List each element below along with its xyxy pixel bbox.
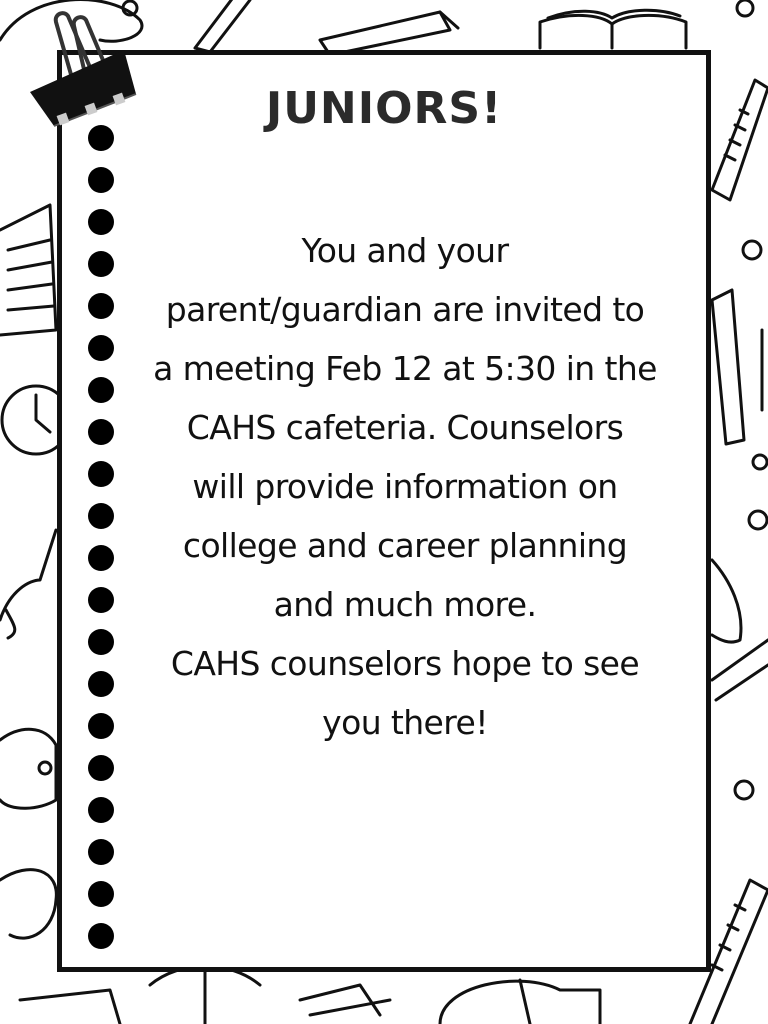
notebook-hole [88, 629, 114, 655]
notebook-holes [88, 125, 114, 945]
protractor-icon [440, 980, 600, 1024]
notebook-hole [88, 377, 114, 403]
pencil-icon [195, 0, 250, 52]
notebook-hole [88, 293, 114, 319]
notebook-hole [88, 923, 114, 949]
notebook-hole [88, 503, 114, 529]
eraser-icon [0, 729, 56, 808]
notebook-hole [88, 713, 114, 739]
dot-icon [735, 781, 753, 799]
brush-right-icon [712, 560, 768, 700]
notepad-icon [0, 205, 56, 335]
message-line: parent/guardian are invited to [165, 290, 645, 329]
notebook-hole [88, 545, 114, 571]
message-line: CAHS counselors hope to see [170, 644, 640, 683]
notebook-hole [88, 671, 114, 697]
notebook-hole [88, 587, 114, 613]
notebook-hole [88, 335, 114, 361]
message-line: will provide information on [192, 467, 618, 506]
notebook-hole [88, 167, 114, 193]
notebook-hole [88, 797, 114, 823]
flyer-paper [57, 50, 711, 972]
message-line: you there! [322, 703, 488, 742]
notebook-hole [88, 209, 114, 235]
dot-icon [737, 0, 753, 16]
notebook-hole [88, 461, 114, 487]
notebook-hole [88, 839, 114, 865]
book-icon [540, 10, 686, 48]
message-line: college and career planning [182, 526, 628, 565]
notebook-hole [88, 881, 114, 907]
notebook-hole [88, 755, 114, 781]
ruler-icon [712, 80, 768, 200]
message-line: CAHS cafeteria. Counselors [186, 408, 624, 447]
dot-icon [753, 455, 767, 469]
flyer-message [118, 221, 692, 752]
paintbrush-icon [0, 530, 56, 638]
pen-icon [320, 12, 458, 55]
message-line: a meeting Feb 12 at 5:30 in the [153, 349, 657, 388]
binder-clip-icon [24, 8, 144, 138]
dot-icon [749, 511, 767, 529]
notebook-hole [88, 251, 114, 277]
message-line: You and your [301, 231, 509, 270]
pencil-right-icon [712, 290, 762, 444]
message-line: and much more. [273, 585, 537, 624]
notebook-hole [88, 419, 114, 445]
dot-icon [743, 241, 761, 259]
flyer-heading: JUNIORS! [265, 83, 503, 134]
